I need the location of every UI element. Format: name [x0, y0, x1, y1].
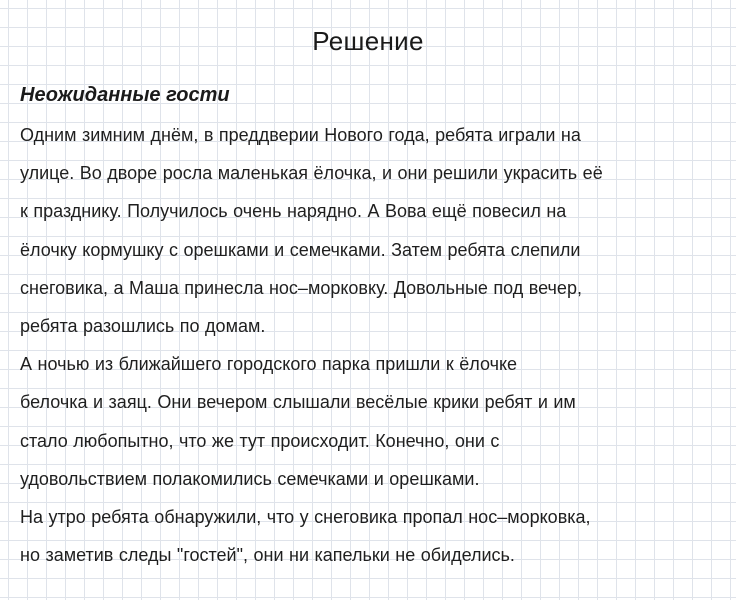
story-line: ёлочку кормушку с орешками и семечками. Затем ребята слепили [20, 239, 581, 260]
story-line: снеговика, а Маша принесла нос–морковку. Довольные под вечер, [20, 277, 582, 298]
story-line: стало любопытно, что же тут происходит. Конечно, они с [20, 430, 500, 451]
page-title: Решение [312, 26, 424, 56]
story-line: белочка и заяц. Они вечером слышали весёлые крики ребят и им [20, 392, 576, 413]
story-line: На утро ребята обнаружили, что у снеговика пропал нос–морковка, [20, 507, 591, 528]
story-line: к празднику. Получилось очень нарядно. А Вова ещё повесил на [20, 201, 567, 222]
story-line: улице. Во дворе росла маленькая ёлочка, и они решили украсить её [20, 163, 603, 184]
story-line: Одним зимним днём, в преддверии Нового года, ребята играли на [20, 125, 581, 145]
story-line: удовольствием полакомились семечками и орешками. [20, 468, 480, 489]
story-line: но заметив следы "гостей", они ни капельки не обиделись. [20, 545, 515, 566]
story-title: Неожиданные гости [20, 84, 230, 106]
story-body [20, 116, 724, 574]
story-line: ребята разошлись по домам. [20, 316, 266, 337]
story-line: А ночью из ближайшего городского парка пришли к ёлочке [20, 354, 518, 375]
